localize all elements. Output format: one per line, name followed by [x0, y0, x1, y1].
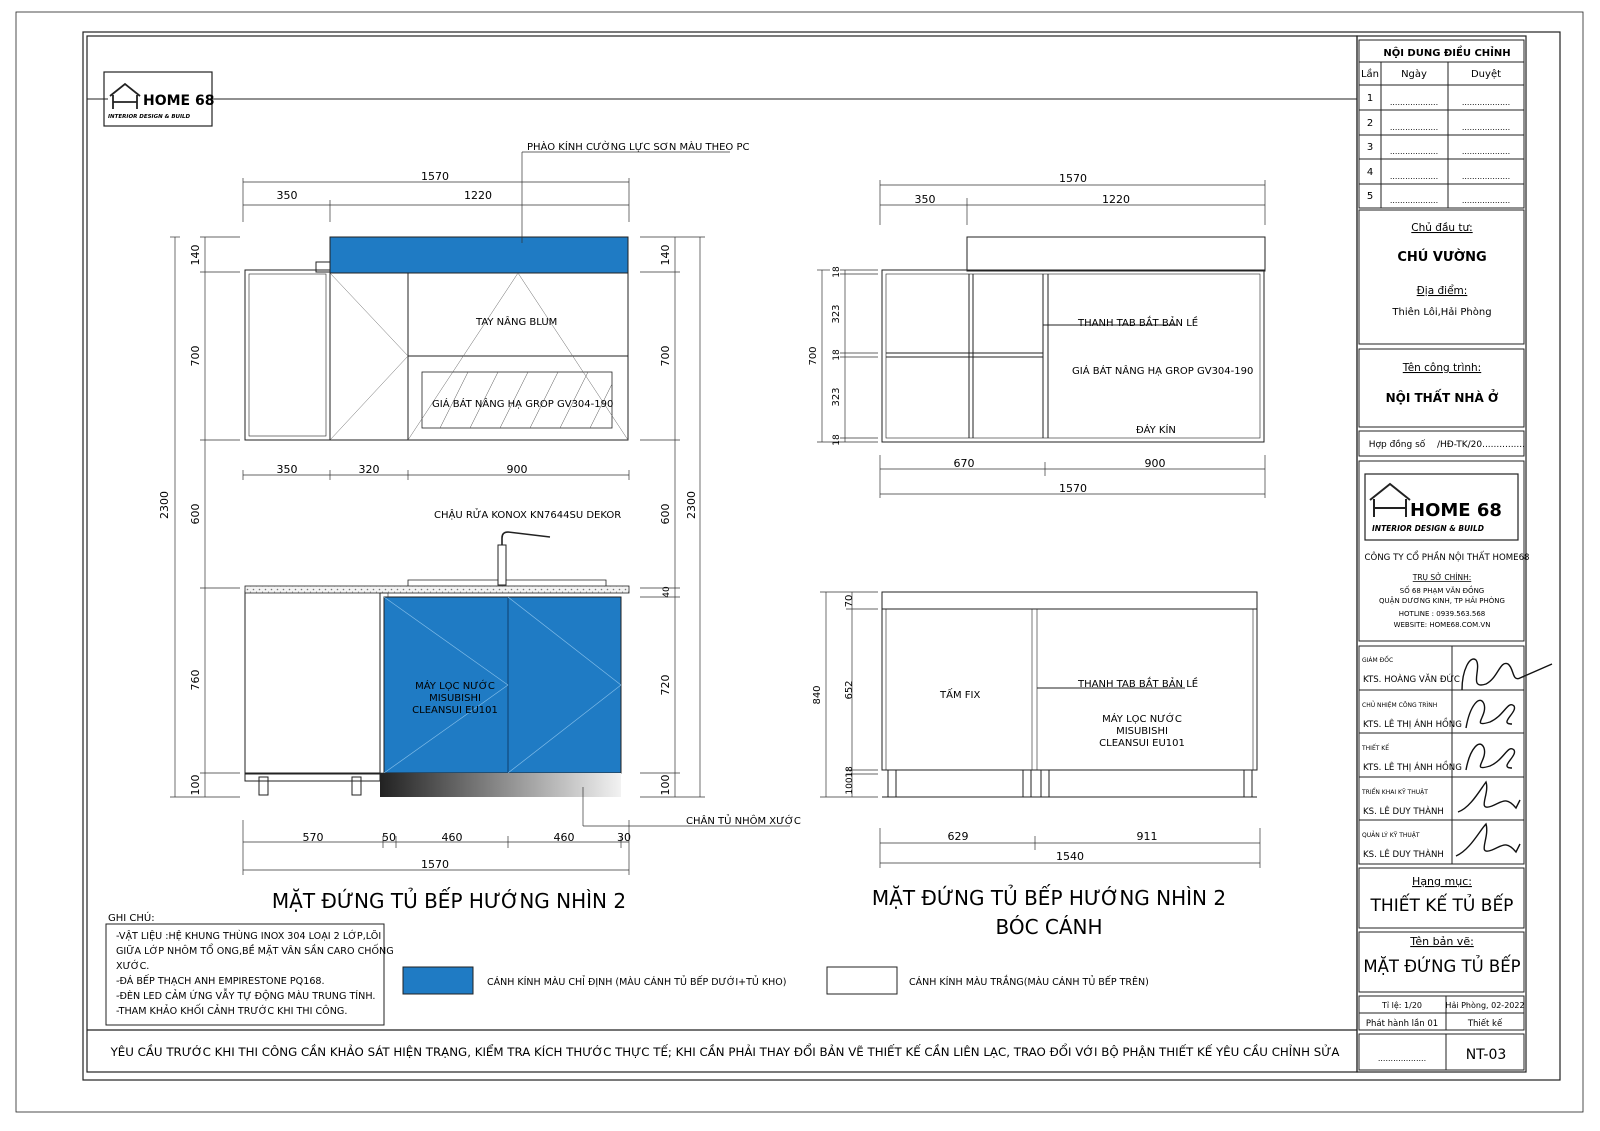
dim-top-a: 350	[276, 189, 298, 202]
revision-row-no: 2	[1366, 118, 1374, 129]
owner-name: CHÚ VƯỜNG	[1397, 250, 1487, 265]
dim-bot-e: 30	[617, 831, 631, 844]
rdim-top-b: 1220	[1102, 193, 1130, 206]
note-sink: CHẬU RỬA KONOX KN7644SU DEKOR	[434, 510, 622, 521]
design-label: Thiết kế	[1467, 1019, 1503, 1029]
signature-designer	[1466, 744, 1515, 770]
dim-top-b: 1220	[464, 189, 492, 202]
rdim-18a: 18	[832, 266, 842, 278]
dim-bot-total: 1570	[421, 858, 449, 871]
notes-line: -THAM KHẢO KHỐI CẢNH TRƯỚC KHI THI CÔNG.	[116, 1006, 348, 1017]
legend-white-label: CÁNH KÍNH MÀU TRẮNG(MÀU CÁNH TỦ BẾP TRÊN)	[909, 977, 1149, 988]
left-view-title: MẶT ĐỨNG TỦ BẾP HƯỚNG NHÌN 2	[271, 889, 627, 913]
right-dim-text	[808, 172, 1166, 863]
rdim-840: 840	[812, 685, 823, 705]
dim-left-2300: 2300	[158, 491, 171, 519]
dim-right-2300: 2300	[685, 491, 698, 519]
rdim-18b: 18	[832, 349, 842, 361]
signatures	[1456, 659, 1552, 856]
website: WEBSITE: HOME68.COM.VN	[1393, 621, 1491, 629]
dim-right-600: 600	[659, 503, 672, 525]
dim-left-700: 700	[189, 345, 202, 367]
role-person: KS. LÊ DUY THÀNH	[1363, 807, 1444, 817]
note-filter-3: CLEANSUI EU101	[412, 705, 498, 716]
rdim-top-a: 350	[914, 193, 936, 206]
legend	[403, 967, 1149, 994]
notes-box	[106, 911, 394, 1025]
notes-line: -VẬT LIỆU :HỆ KHUNG THÙNG INOX 304 LOẠI 2 LỚP,LÕI	[116, 931, 382, 942]
rdim-mid-a: 670	[953, 457, 975, 470]
revision-date-blank: ...................	[1389, 196, 1439, 205]
logo-name: HOME 68	[143, 93, 215, 109]
revision-approve-blank: ...................	[1461, 147, 1511, 156]
project-label: Tên công trình:	[1402, 362, 1482, 374]
owner-label: Chủ đầu tư:	[1411, 222, 1473, 234]
rdim-mid-b: 900	[1144, 457, 1166, 470]
company-name: CÔNG TY CỔ PHẦN NỘI THẤT HOME68	[1364, 553, 1530, 563]
rdim-bot-b: 911	[1136, 830, 1158, 843]
issue-number: Phát hành lần 01	[1365, 1019, 1439, 1029]
dim-right-140: 140	[659, 244, 672, 266]
revision-row-no: 3	[1366, 142, 1374, 153]
rdim-323b: 323	[831, 387, 842, 407]
note-leg: CHÂN TỦ NHÔM XƯỚC	[686, 816, 801, 827]
sheet-number: NT-03	[1465, 1047, 1507, 1063]
dim-right-100: 100	[659, 774, 672, 796]
note-lift: TAY NÂNG BLUM	[476, 317, 558, 328]
revision-date-blank: ...................	[1389, 123, 1439, 132]
dim-right-700: 700	[659, 345, 672, 367]
rdim-mid-total: 1570	[1059, 482, 1087, 495]
footer-requirement: YÊU CẦU TRƯỚC KHI THI CÔNG CẦN KHẢO SÁT HIỆN TRẠNG, KIỂM TRA KÍCH THƯỚC THỰC TẾ; KHI CẦN PHẢI THAY ĐỔI BẢN VẼ THIẾT KẾ CẦN LIÊN LẠC, TRAO ĐỔI VỚI BỘ PHẬN THIẾT KẾ YÊU CẦU CHỈNH SỬA	[110, 1045, 1340, 1059]
rnote-closed: ĐÁY KÍN	[1136, 425, 1176, 436]
rdim-18d: 18	[845, 766, 855, 778]
sheet-name-value: MẶT ĐỨNG TỦ BẾP	[1363, 957, 1521, 976]
notes-line: -ĐÈN LED CẢM ỨNG VẪY TỰ ĐỘNG MÀU TRUNG TÍNH.	[116, 991, 376, 1002]
signature-manager	[1466, 700, 1515, 728]
header-logo	[87, 72, 1357, 126]
dim-left-600: 600	[189, 503, 202, 525]
role-title: THIẾT KẾ	[1362, 745, 1390, 752]
signature-director	[1462, 659, 1552, 690]
rnote-filter-1: MÁY LỌC NƯỚC	[1102, 714, 1182, 725]
dim-bot-c: 460	[441, 831, 463, 844]
rdim-bot-a: 629	[947, 830, 969, 843]
location-value: Thiên Lôi,Hải Phòng	[1392, 307, 1492, 318]
revision-row-no: 1	[1366, 93, 1374, 104]
role-title: CHỦ NHIỆM CÔNG TRÌNH	[1362, 702, 1438, 709]
revision-row-no: 4	[1366, 167, 1374, 178]
note-rack: GIÁ BÁT NÂNG HẠ GROP GV304-190	[432, 399, 614, 410]
revision-approve-blank: ...................	[1461, 172, 1511, 181]
revisions-title: NỘI DUNG ĐIỀU CHỈNH	[1383, 48, 1511, 59]
address-2: QUẬN DƯƠNG KINH, TP HẢI PHÒNG	[1379, 597, 1505, 605]
hq-label: TRỤ SỞ CHÍNH:	[1412, 573, 1472, 582]
dim-left-760: 760	[189, 669, 202, 691]
right-notes	[939, 315, 1253, 749]
house-logo-icon	[1370, 484, 1410, 517]
note-filter-2: MISUBISHI	[429, 693, 481, 704]
dim-bot-a: 570	[302, 831, 324, 844]
rdim-bot-total: 1540	[1056, 850, 1084, 863]
role-person: KS. LÊ DUY THÀNH	[1363, 850, 1444, 860]
revision-date-blank: ...................	[1389, 172, 1439, 181]
issue-date: Hải Phòng, 02-2022	[1445, 1001, 1525, 1010]
contract-label: Hợp đồng số	[1368, 440, 1426, 450]
notes-line: GIỮA LỚP NHÔM TỔ ONG,BỀ MẶT VÂN SẦN CARO CHỐNG	[116, 946, 394, 957]
contract-value: /HĐ-TK/20...............	[1437, 440, 1525, 450]
dim-top-total: 1570	[421, 170, 449, 183]
revision-row-no: 5	[1366, 191, 1374, 202]
dim-mid-a: 350	[276, 463, 298, 476]
role-title: QUẢN LÝ KỸ THUẬT	[1362, 832, 1420, 839]
rnote-fix: TẤM FIX	[940, 690, 981, 701]
dim-left-100: 100	[189, 774, 202, 796]
dim-bot-d: 460	[553, 831, 575, 844]
logo-tagline: INTERIOR DESIGN & BUILD	[108, 114, 191, 120]
right-elevation	[882, 237, 1265, 797]
signature-roles	[1361, 656, 1462, 860]
dim-right-40: 40	[662, 586, 672, 598]
titleblock-logo-name: HOME 68	[1410, 500, 1502, 521]
role-person: KTS. LÊ THỊ ÁNH HỒNG	[1363, 763, 1462, 773]
notes-heading: GHI CHÚ:	[108, 913, 155, 924]
role-title: TRIỂN KHAI KỸ THUẬT	[1362, 789, 1428, 796]
role-person: KTS. HOÀNG VĂN ĐỨC	[1363, 675, 1460, 685]
revision-date-blank: ...................	[1389, 98, 1439, 107]
scale: Tỉ lệ: 1/20	[1382, 1001, 1422, 1010]
project-name: NỘI THẤT NHÀ Ở	[1385, 391, 1499, 405]
rdim-18c: 18	[832, 434, 842, 446]
revisions-col-duyet: Duyệt	[1470, 69, 1502, 80]
signature-engineer	[1458, 782, 1520, 812]
note-trim: PHÀO KÍNH CƯỜNG LỰC SƠN MÀU THEO PC	[527, 142, 750, 153]
dim-right-720: 720	[659, 674, 672, 696]
rdim-70: 70	[844, 594, 855, 608]
dim-left-140: 140	[189, 244, 202, 266]
category-value: THIẾT KẾ TỦ BẾP	[1370, 896, 1514, 916]
location-label: Địa điểm:	[1416, 285, 1468, 297]
role-title: GIÁM ĐỐC	[1362, 657, 1394, 664]
revision-approve-blank: ...................	[1461, 196, 1511, 205]
rnote-rack: GIÁ BÁT NÂNG HẠ GROP GV304-190	[1072, 366, 1254, 377]
rdim-652: 652	[844, 680, 855, 700]
legend-blue-swatch	[403, 967, 473, 994]
rdim-323a: 323	[831, 304, 842, 324]
signature-tech-manager	[1456, 824, 1520, 856]
right-view-title-1: MẶT ĐỨNG TỦ BẾP HƯỚNG NHÌN 2	[871, 886, 1227, 910]
category-label: Hạng mục:	[1412, 875, 1472, 888]
title-block-text	[1361, 45, 1530, 1063]
role-person: KTS. LÊ THỊ ÁNH HỒNG	[1363, 720, 1462, 730]
rnote-filter-2: MISUBISHI	[1116, 726, 1168, 737]
legend-blue-label: CÁNH KÍNH MÀU CHỈ ĐỊNH (MÀU CÁNH TỦ BẾP DƯỚI+TỦ KHO)	[487, 977, 787, 988]
rnote-filter-3: CLEANSUI EU101	[1099, 738, 1185, 749]
address-1: SỐ 68 PHẠM VĂN ĐỒNG	[1399, 587, 1485, 595]
right-view-title-2: BÓC CÁNH	[995, 915, 1103, 939]
sheet-name-label: Tên bản vẽ:	[1410, 935, 1474, 948]
hotline: HOTLINE : 0939.563.568	[1398, 610, 1486, 618]
rdim-100: 100	[845, 777, 855, 795]
dim-bot-b: 50	[382, 831, 396, 844]
note-filter-1: MÁY LỌC NƯỚC	[415, 681, 495, 692]
dim-mid-b: 320	[358, 463, 380, 476]
revision-approve-blank: ...................	[1461, 98, 1511, 107]
right-dimensions	[817, 180, 1265, 868]
rdim-top-total: 1570	[1059, 172, 1087, 185]
sheet-dots: ...................	[1377, 1054, 1427, 1063]
legend-white-swatch	[827, 967, 897, 994]
revisions-col-ngay: Ngày	[1401, 69, 1427, 80]
revision-approve-blank: ...................	[1461, 123, 1511, 132]
revision-date-blank: ...................	[1389, 147, 1439, 156]
notes-line: -ĐÁ BẾP THẠCH ANH EMPIRESTONE PQ168.	[116, 976, 325, 987]
rnote-hinge: THANH TAB BẮT BẢN LỀ	[1078, 318, 1199, 329]
rnote-hinge2: THANH TAB BẮT BẢN LỀ	[1078, 679, 1199, 690]
rdim-700: 700	[808, 346, 819, 366]
notes-line: XƯỚC.	[116, 961, 150, 972]
revisions-col-lan: Lần	[1360, 69, 1380, 80]
titleblock-logo-tagline: INTERIOR DESIGN & BUILD	[1372, 524, 1484, 533]
titleblock-logo	[1370, 484, 1502, 533]
dim-mid-c: 900	[506, 463, 528, 476]
